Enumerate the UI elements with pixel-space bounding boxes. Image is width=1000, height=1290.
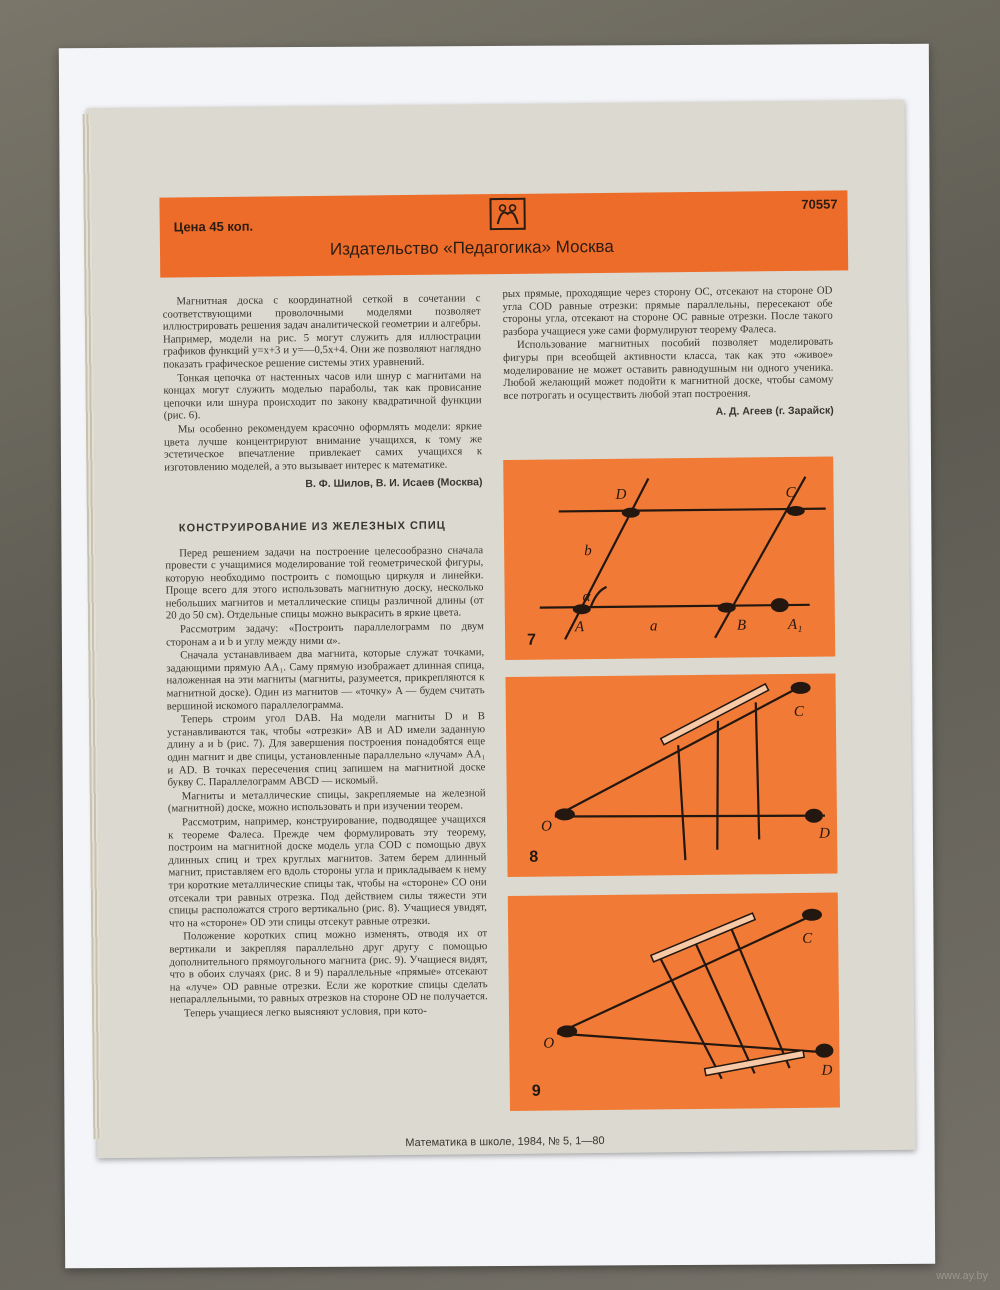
label-a: a [649, 618, 658, 635]
label-C: C [802, 930, 813, 947]
label-D: D [821, 1062, 833, 1079]
label-B: B [736, 617, 747, 634]
paragraph: Теперь строим угол DAB. На модели магниты D и B устанавливаются так, чтобы «отрезки» AB и AD имели заданную длину a и b (рис. 7). Для завершения построения понадобятся еще один магнит и две спицы, установленные параллельно «лучам» AA₁ и AD. В точках пересечения спиц запишем на магнитной доске букву C. Параллелограмм ABCD — искомый. [166, 710, 486, 789]
publisher-name: Издательство «Педагогика» Москва [329, 236, 614, 259]
magazine-page [105, 108, 906, 1156]
label-O: O [540, 818, 552, 835]
article-heading: КОНСТРУИРОВАНИЕ ИЗ ЖЕЛЕЗНЫХ СПИЦ [178, 519, 446, 535]
figure-7 [503, 457, 835, 660]
article-signature: В. Ф. Шилов, В. И. Исаев (Москва) [305, 476, 483, 491]
label-A1: A₁ [787, 616, 803, 634]
label-O: O [543, 1035, 555, 1052]
right-column [502, 285, 833, 422]
figure-9 [508, 893, 840, 1111]
label-D: D [615, 486, 627, 503]
figure-number: 8 [529, 848, 539, 866]
figure-number: 9 [531, 1082, 541, 1100]
label-C: C [785, 484, 796, 502]
page-footer: Математика в школе, 1984, № 5, 1—80 [405, 1134, 605, 1150]
paragraph: Теперь учащиеся легко выясняют условия, при кото- [183, 1004, 427, 1020]
watermark: www.ay.by [936, 1270, 988, 1282]
paragraph: Использование магнитных пособий позволяет моделировать фигуры при всеобщей активности класса, так как это «живое» моделирование не может оставить равнодушным ни одного ученика. Любой желающий может подойти к магнитной доске, чтобы самому все потрогать и осуществить любой этап построения. [503, 335, 834, 402]
paragraph: Сначала устанавливаем два магнита, которые служат точками, задающими прямую AA₁. Саму прямую изображает длинная спица, наложенная на эти магниты (магниты, разумеется, прикрепляются к магнитной доске). Один из магнитов — «точку» A — будем считать вершиной искомого параллелограмма. [166, 646, 485, 713]
paragraph: Перед решением задачи на построение целесообразно сначала провести с учащимися моделирование той геометрической фигуры, которую необходимо построить с помощью циркуля и линейки. Проще всего для этого использовать магнитную доску, несколько небольших магнитов и металлические спицы различной длины (от 20 до 50 см). Отдельные спицы можно выкрасить в яркие цвета. [165, 543, 484, 623]
paragraph: Магнитная доска с координатной сеткой в сочетании с соответствующими проволочными моделями позволяет иллюстрировать решения задач аналитической геометрии и алгебры. Например, модели на рис. 5 могут служить для иллюстрации графиков функций y=x+3 и y=—0,5x+4. Они же позволяют наглядно показать графическое решение системы этих уравнений. [162, 292, 482, 371]
label-C: C [793, 703, 804, 720]
paragraph: Рассмотрим задачу: «Построить параллелограмм по двум сторонам a и b и углу между ними α». [166, 620, 485, 649]
article-signature: А. Д. Агеев (г. Зарайск) [715, 404, 834, 419]
label-D: D [819, 825, 831, 842]
label-alpha: α [582, 589, 591, 606]
index-code: 70557 [801, 196, 838, 212]
price-label: Цена 45 коп. [173, 218, 254, 235]
paragraph: Мы особенно рекомендуем красочно оформлять модели: яркие цвета лучше концентрируют внимание учащихся, к тому же эстетическое впечатление привлекает самих учащихся к изготовлению моделей, а это вызывает интерес к математике. [163, 420, 483, 474]
figure-8 [505, 674, 837, 877]
paragraph: Положение коротких спиц можно изменять, отводя их от вертикали и закрепляя параллельно друг другу с помощью дополнительного прямоугольного магнита (рис. 9). Учащиеся видят, что в обоих случаях (рис. 8 и 9) параллельные «прямые» отсекают на «луче» OD равные отрезки. Если же короткие спицы сделать непараллельными, то равных отрезков на стороне OD не получается. [169, 927, 488, 1006]
left-column [162, 292, 488, 1021]
header-band [159, 190, 848, 277]
label-b: b [584, 543, 592, 560]
paragraph: рых прямые, проходящие через сторону OC, отсекают на стороне OD угла COD равные отрезки: прямые параллельны, пересекают обе стороны угла, отсекают на стороне OC равные отрезки. После такого разбора учащиеся уже сами формулируют теорему Фалеса. [502, 284, 833, 338]
figure-number: 7 [526, 631, 537, 649]
paragraph: Магниты и металлические спицы, закрепляемые на железной (магнитной) доске, можно использовать и при изучении теорем. [167, 786, 486, 815]
paragraph: Тонкая цепочка от настенных часов или шнур с магнитами на концах могут служить моделью параболы, так как провисание цепочки или шнура происходит по закону квадратичной функции (рис. 6). [163, 368, 482, 422]
label-A: A [574, 619, 585, 636]
paragraph: Рассмотрим, например, конструирование, подводящее учащихся к теореме Фалеса. Прежде чем формулировать эту теорему, построим на магнитной доске модель угла COD с помощью двух длинных спиц и трех круглых магнитов. Затем берем длинный магнит, приставляем его вдоль стороны угла и прикладываем к нему три короткие металлические спицы так, чтобы на «стороне» CO они отсекали три равных отрезка. Под действием силы тяжести эти спицы расположатся строго вертикально (рис. 8). Учащиеся увидят, что на «стороне» OD эти спицы отсекут равные отрезки. [168, 813, 487, 930]
publisher-logo-icon [489, 198, 525, 230]
